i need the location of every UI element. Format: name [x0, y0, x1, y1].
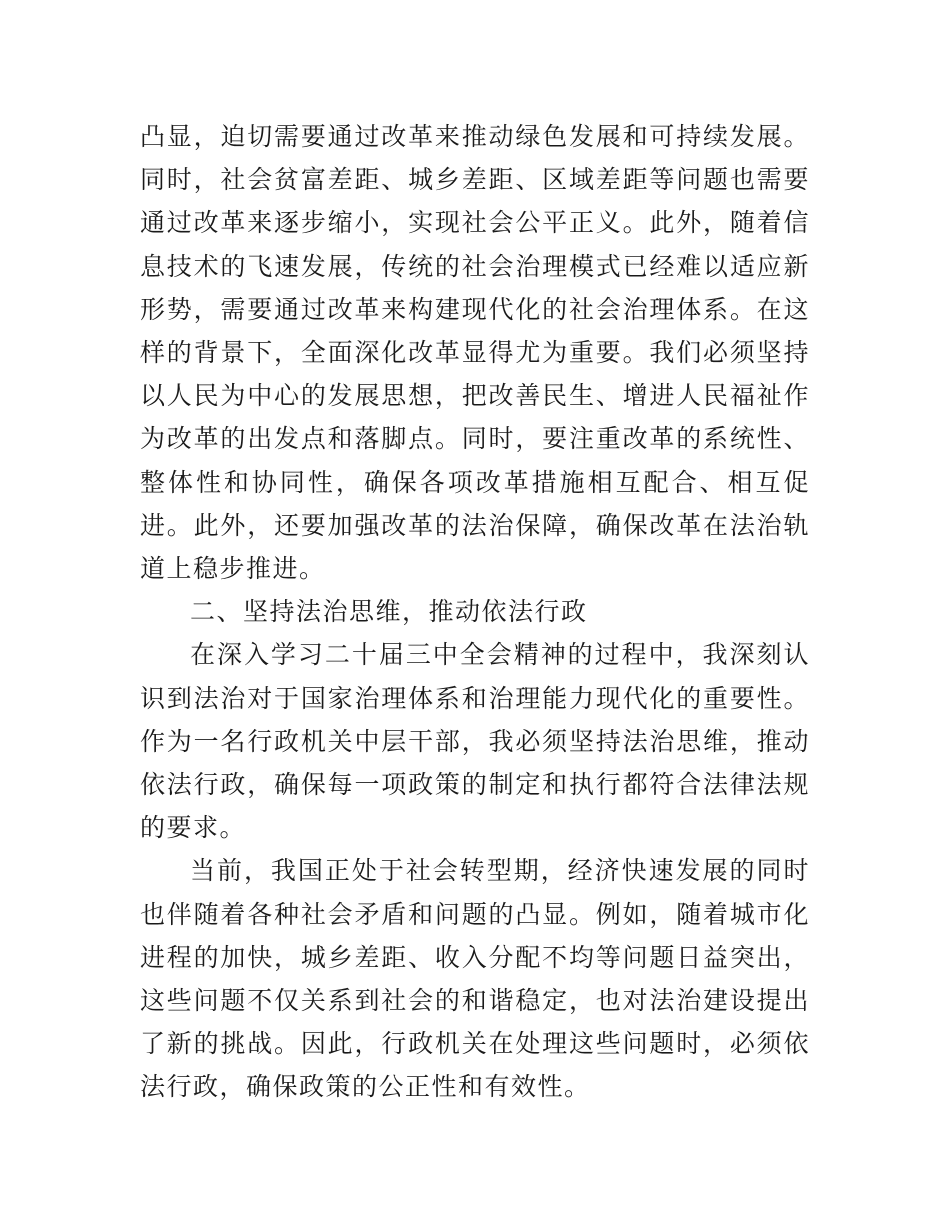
body-paragraph: 当前，我国正处于社会转型期，经济快速发展的同时也伴随着各种社会矛盾和问题的凸显。例如，随着城市化进程的加快，城乡差距、收入分配不均等问题日益突出，这些问题不仅关系到社会的和谐稳定，也对法治建设提出了新的挑战。因此，行政机关在处理这些问题时，必须依法行政，确保政策的公正性和有效性。: [140, 856, 810, 1102]
body-paragraph: 在深入学习二十届三中全会精神的过程中，我深刻认识到法治对于国家治理体系和治理能力现代化的重要性。作为一名行政机关中层干部，我必须坚持法治思维，推动依法行政，确保每一项政策的制定和执行都符合法律法规的要求。: [140, 640, 810, 843]
section-heading: 二、坚持法治思维，推动依法行政: [190, 597, 588, 627]
body-paragraph-continued: 凸显，迫切需要通过改革来推动绿色发展和可持续发展。同时，社会贫富差距、城乡差距、区域差距等问题也需要通过改革来逐步缩小，实现社会公平正义。此外，随着信息技术的飞速发展，传统的社会治理模式已经难以适应新形势，需要通过改革来构建现代化的社会治理体系。在这样的背景下，全面深化改革显得尤为重要。我们必须坚持以人民为中心的发展思想，把改善民生、增进人民福祉作为改革的出发点和落脚点。同时，要注重改革的系统性、整体性和协同性，确保各项改革措施相互配合、相互促进。此外，还要加强改革的法治保障，确保改革在法治轨道上稳步推进。: [140, 122, 810, 584]
document-body: [140, 115, 810, 1109]
